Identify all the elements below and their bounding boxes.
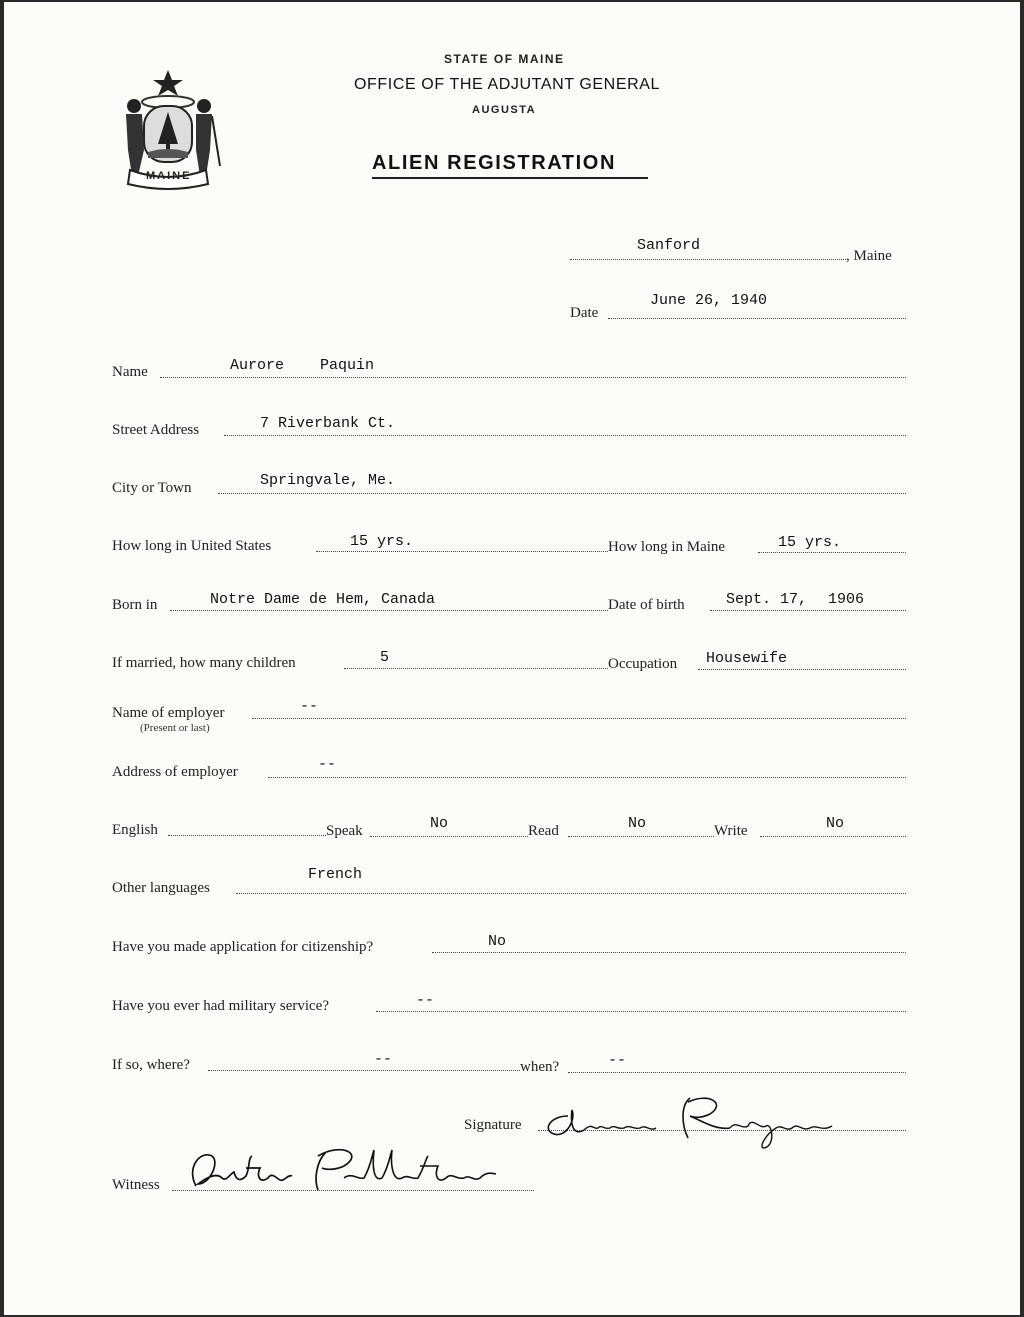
witness-label: Witness	[112, 1177, 160, 1193]
other-languages-label: Other languages	[112, 880, 210, 896]
street-label: Street Address	[112, 422, 200, 438]
occupation-label: Occupation	[608, 656, 678, 672]
date-value: June 26, 1940	[650, 292, 768, 309]
seal-text: MAINE	[146, 170, 192, 182]
registration-form	[4, 2, 1020, 1315]
street-value: 7 Riverbank Ct.	[260, 415, 396, 432]
name-label: Name	[112, 364, 148, 380]
signature-label: Signature	[464, 1117, 522, 1133]
employer-address-label: Address of employer	[112, 764, 238, 780]
employer-address-value: --	[318, 756, 337, 773]
state-suffix: , Maine	[846, 248, 892, 264]
children-label: If married, how many children	[112, 655, 296, 671]
name-last-value: Paquin	[320, 357, 375, 374]
born-in-label: Born in	[112, 597, 158, 613]
date-label: Date	[570, 305, 599, 321]
employer-label: Name of employer	[112, 705, 225, 721]
citizenship-value: No	[488, 933, 507, 950]
form-title: ALIEN REGISTRATION	[372, 152, 616, 174]
born-in-value: Notre Dame de Hem, Canada	[210, 591, 436, 608]
read-label: Read	[528, 823, 559, 839]
english-label: English	[112, 822, 158, 838]
dob-month-day-value: Sept. 17,	[726, 591, 808, 608]
military-value: --	[416, 992, 435, 1009]
city-heading: AUGUSTA	[472, 104, 537, 116]
employer-value: --	[300, 698, 319, 715]
children-value: 5	[380, 649, 390, 666]
city-label: City or Town	[112, 480, 192, 496]
military-label: Have you ever had military service?	[112, 998, 329, 1014]
employer-note: (Present or last)	[140, 722, 210, 734]
city-value: Springvale, Me.	[260, 472, 396, 489]
write-value: No	[826, 815, 845, 832]
speak-value: No	[430, 815, 449, 832]
us-duration-value: 15 yrs.	[350, 533, 414, 550]
applicant-signature-image	[540, 1086, 860, 1150]
name-first-value: Aurore	[230, 357, 285, 374]
citizenship-label: Have you made application for citizenship?	[112, 939, 374, 955]
dob-label: Date of birth	[608, 597, 685, 613]
maine-duration-label: How long in Maine	[608, 539, 726, 555]
when-value: --	[608, 1052, 627, 1069]
town-value: Sanford	[637, 237, 701, 254]
maine-duration-value: 15 yrs.	[778, 534, 842, 551]
where-value: --	[374, 1051, 393, 1068]
state-heading: STATE OF MAINE	[444, 52, 565, 66]
occupation-value: Housewife	[706, 650, 788, 667]
other-languages-value: French	[308, 866, 363, 883]
dob-year-value: 1906	[828, 591, 865, 608]
title-underline	[372, 177, 648, 179]
when-label: when?	[520, 1059, 560, 1075]
us-duration-label: How long in United States	[112, 538, 272, 554]
write-label: Write	[714, 823, 748, 839]
read-value: No	[628, 815, 647, 832]
office-heading: OFFICE OF THE ADJUTANT GENERAL	[354, 76, 661, 93]
witness-signature-image	[176, 1138, 506, 1198]
speak-label: Speak	[326, 823, 363, 839]
where-label: If so, where?	[112, 1057, 190, 1073]
